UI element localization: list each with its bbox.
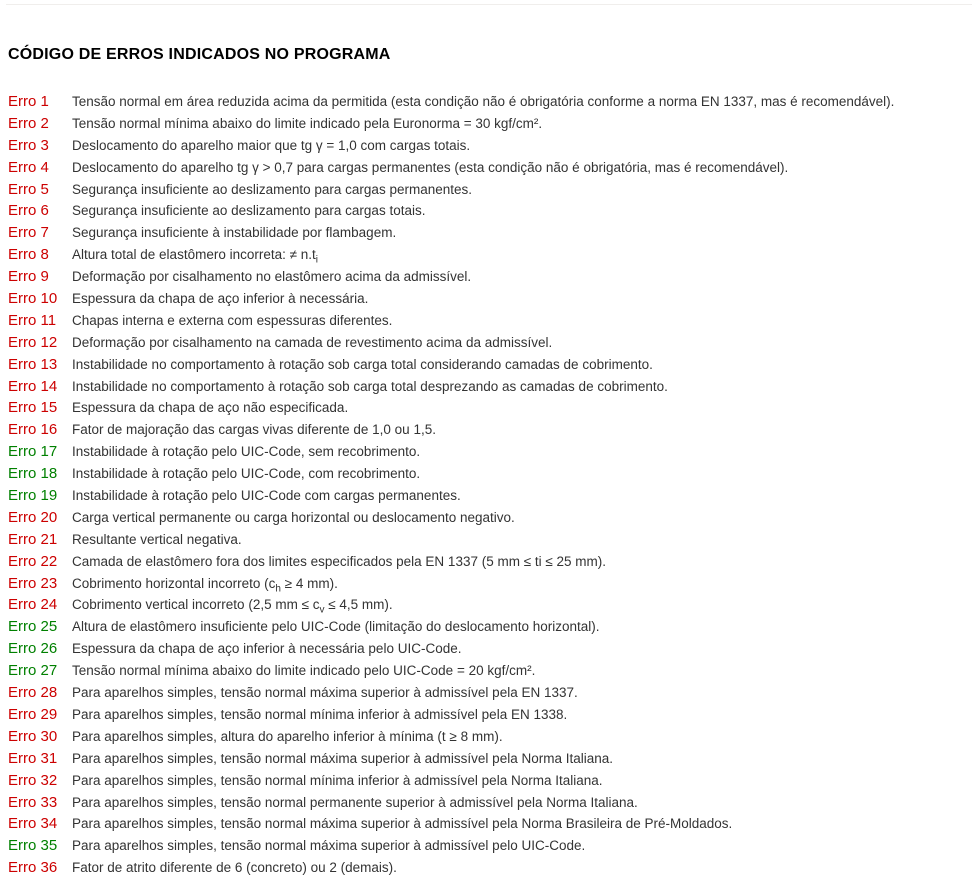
error-code-label: Erro 27: [8, 662, 58, 680]
error-row: [8, 244, 972, 266]
error-code-label: Erro 11: [8, 311, 57, 329]
error-row: [8, 441, 972, 463]
error-code-label: Erro 32: [8, 771, 58, 789]
error-code-label: Erro 19: [8, 487, 58, 505]
error-code-label: Erro 36: [8, 859, 58, 877]
error-row: [8, 135, 972, 157]
error-code-label: Erro 6: [8, 202, 49, 220]
error-row: [8, 551, 972, 573]
error-code-label: Erro 12: [8, 333, 58, 351]
error-row: [8, 660, 972, 682]
error-description: Camada de elastômero fora dos limites especificados pela EN 1337 (5 mm ≤ ti ≤ 25 mm).: [72, 553, 607, 569]
error-description: Deformação por cisalhamento na camada de revestimento acima da admissível.: [72, 334, 553, 350]
error-row: [8, 682, 972, 704]
error-row: [8, 354, 972, 376]
error-row: [8, 157, 972, 179]
error-row: [8, 529, 972, 551]
error-row: [8, 179, 972, 201]
error-description: Para aparelhos simples, tensão normal máxima superior à admissível pela Norma Italiana.: [72, 750, 613, 766]
error-code-label: Erro 23: [8, 574, 58, 592]
error-row: [8, 573, 972, 595]
error-code-label: Erro 5: [8, 180, 49, 198]
error-description: Instabilidade à rotação pelo UIC-Code, com recobrimento.: [72, 466, 421, 482]
error-code-label: Erro 4: [8, 158, 49, 176]
error-description: Resultante vertical negativa.: [72, 531, 242, 547]
error-code-label: Erro 35: [8, 837, 58, 855]
error-description: Espessura da chapa de aço inferior à necessária pelo UIC-Code.: [72, 641, 462, 657]
error-code-label: Erro 14: [8, 377, 58, 395]
error-description: Segurança insuficiente à instabilidade por flambagem.: [72, 225, 397, 241]
error-description: Para aparelhos simples, tensão normal máxima superior à admissível pelo UIC-Code.: [72, 838, 586, 854]
error-code-label: Erro 21: [8, 530, 58, 548]
error-code-label: Erro 17: [8, 443, 58, 461]
error-row: [8, 419, 972, 441]
error-description: Para aparelhos simples, tensão normal permanente superior à admissível pela Norma Italiana.: [72, 794, 638, 810]
error-row: [8, 222, 972, 244]
error-code-label: Erro 7: [8, 224, 49, 242]
error-description: Tensão normal mínima abaixo do limite indicado pelo UIC-Code = 20 kgf/cm².: [72, 663, 536, 679]
error-row: [8, 792, 972, 814]
error-row: [8, 835, 972, 857]
error-description: Para aparelhos simples, tensão normal mínima inferior à admissível pela Norma Italiana.: [72, 772, 603, 788]
error-description: Para aparelhos simples, tensão normal máxima superior à admissível pela Norma Brasileira de Pré-Moldados.: [72, 816, 733, 832]
error-description: Deslocamento do aparelho tg γ > 0,7 para cargas permanentes (esta condição não é obrigatória, mas é recomendável).: [72, 159, 789, 175]
error-description: Instabilidade no comportamento à rotação sob carga total considerando camadas de cobrimento.: [72, 356, 653, 372]
error-row: [8, 376, 972, 398]
error-description: Para aparelhos simples, altura do aparelho inferior à mínima (t ≥ 8 mm).: [72, 728, 503, 744]
error-code-label: Erro 26: [8, 640, 58, 658]
error-description: Cobrimento vertical incorreto (2,5 mm ≤ $c_v \le 4,5$ mm).: [72, 597, 393, 617]
error-code-label: Erro 8: [8, 246, 49, 264]
error-code-label: Erro 1: [8, 93, 49, 110]
error-code-label: Erro 9: [8, 268, 49, 286]
error-code-label: Erro 20: [8, 508, 58, 526]
error-row: [8, 770, 972, 792]
error-row: [8, 113, 972, 135]
error-code-label: Erro 31: [8, 749, 58, 767]
error-row: [8, 266, 972, 288]
error-description: Cobrimento horizontal incorreto ($c_h \ge 4$ mm).: [72, 575, 338, 595]
error-description: Para aparelhos simples, tensão normal máxima superior à admissível pela EN 1337.: [72, 685, 578, 701]
error-description: Tensão normal mínima abaixo do limite indicado pela Euronorma = 30 kgf/cm².: [72, 115, 543, 131]
error-description: Segurança insuficiente ao deslizamento para cargas permanentes.: [72, 181, 472, 197]
error-code-label: Erro 22: [8, 552, 58, 570]
error-description: Fator de atrito diferente de 6 (concreto) ou 2 (demais).: [72, 860, 397, 876]
error-row: [8, 638, 972, 660]
error-code-label: Erro 28: [8, 684, 58, 702]
error-row: [8, 200, 972, 222]
error-row: [8, 463, 972, 485]
error-row: [8, 726, 972, 748]
error-code-label: Erro 18: [8, 465, 58, 483]
error-description: Espessura da chapa de aço não especificada.: [72, 400, 349, 416]
top-border-line: [6, 4, 972, 5]
error-code-label: Erro 16: [8, 421, 58, 439]
error-list: [8, 91, 972, 879]
page-title: CÓDIGO DE ERROS INDICADOS NO PROGRAMA: [8, 46, 391, 63]
error-code-label: Erro 13: [8, 355, 58, 373]
error-description: Chapas interna e externa com espessuras diferentes.: [72, 312, 393, 328]
error-row: [8, 397, 972, 419]
error-code-label: Erro 3: [8, 136, 49, 154]
error-description: Deformação por cisalhamento no elastômero acima da admissível.: [72, 269, 472, 285]
error-row: [8, 310, 972, 332]
error-description: Altura de elastômero insuficiente pelo UIC-Code (limitação do deslocamento horizontal).: [72, 619, 600, 635]
error-code-label: Erro 24: [8, 596, 58, 614]
error-description: Para aparelhos simples, tensão normal mínima inferior à admissível pela EN 1338.: [72, 706, 568, 722]
error-description: Tensão normal em área reduzida acima da permitida (esta condição não é obrigatória conforme a norma EN 1337, mas é recomendável).: [72, 94, 895, 109]
error-description: Segurança insuficiente ao deslizamento para cargas totais.: [72, 203, 426, 219]
error-code-label: Erro 34: [8, 815, 58, 833]
error-row: [8, 485, 972, 507]
error-code-label: Erro 30: [8, 727, 58, 745]
error-code-label: Erro 33: [8, 793, 58, 811]
error-row: [8, 332, 972, 354]
error-code-label: Erro 10: [8, 290, 58, 308]
error-description: Deslocamento do aparelho maior que tg γ = 1,0 com cargas totais.: [72, 137, 471, 153]
error-description: Instabilidade no comportamento à rotação sob carga total desprezando as camadas de cobrimento.: [72, 378, 668, 394]
error-row: [8, 748, 972, 770]
error-code-label: Erro 2: [8, 114, 49, 132]
error-code-label: Erro 29: [8, 705, 58, 723]
error-description: Carga vertical permanente ou carga horizontal ou deslocamento negativo.: [72, 509, 515, 525]
error-description: Altura total de elastômero incorreta: ≠ $n.t_i$: [72, 247, 319, 266]
error-description: Fator de majoração das cargas vivas diferente de 1,0 ou 1,5.: [72, 422, 436, 438]
error-description: Instabilidade à rotação pelo UIC-Code, sem recobrimento.: [72, 444, 421, 460]
error-row: [8, 616, 972, 638]
error-description: Espessura da chapa de aço inferior à necessária.: [72, 291, 369, 307]
error-row: [8, 594, 972, 616]
error-row: [8, 91, 972, 113]
error-row: [8, 857, 972, 879]
error-row: [8, 813, 972, 835]
error-row: [8, 704, 972, 726]
error-row: [8, 288, 972, 310]
error-code-label: Erro 25: [8, 618, 58, 636]
error-description: Instabilidade à rotação pelo UIC-Code com cargas permanentes.: [72, 488, 461, 504]
error-code-label: Erro 15: [8, 399, 58, 417]
error-row: [8, 507, 972, 529]
